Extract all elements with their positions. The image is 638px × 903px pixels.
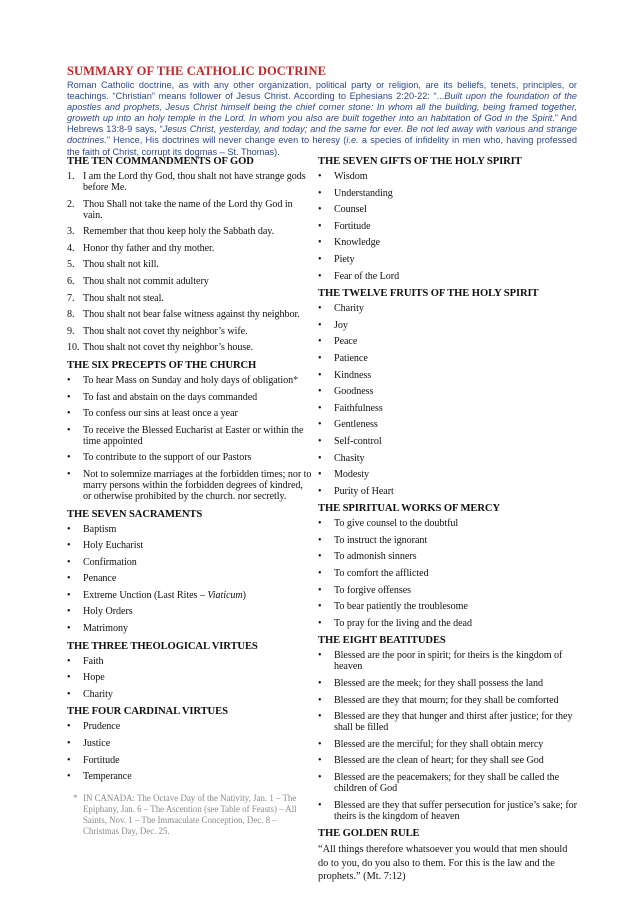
bullet-icon: •	[67, 655, 71, 667]
bullet-icon: •	[67, 606, 71, 618]
item-text: Charity	[83, 688, 113, 700]
fruit-item	[318, 419, 578, 430]
precept-item	[67, 375, 312, 386]
fruit-item	[318, 370, 578, 381]
item-text: Fortitude	[334, 220, 371, 232]
bullet-icon: •	[67, 721, 71, 733]
intro-quote-ephesians: Built upon the foundation of the apostles and prophets, Jesus Christ himself being the chief corner stone: In whom all the building, being framed together, groweth up into an holy temple in the Lord. In whom you also are built together into an habitation of God in the Spirit.	[67, 91, 577, 124]
cardinal-item	[67, 771, 312, 782]
item-text: Wisdom	[334, 171, 368, 182]
bullet-icon: •	[318, 386, 322, 398]
item-number: 6.	[67, 275, 75, 287]
item-text: Baptism	[83, 523, 117, 535]
gift-item	[318, 271, 578, 282]
item-text: Gentleness	[334, 419, 378, 431]
sacrament-item	[67, 606, 312, 617]
item-text: Charity	[334, 303, 364, 315]
item-text: Blessed are the clean of heart; for they shall see God	[334, 755, 544, 767]
mercy-list	[318, 518, 578, 629]
bullet-icon: •	[318, 650, 322, 662]
bullet-icon: •	[318, 755, 322, 767]
bullet-icon: •	[67, 374, 71, 386]
cardinal-item	[67, 721, 312, 732]
item-text: Joy	[334, 319, 348, 331]
footnote-marker: *	[73, 793, 78, 803]
gift-item	[318, 188, 578, 199]
item-text: Thou shalt not commit adultery	[83, 275, 209, 287]
bullet-icon: •	[67, 523, 71, 535]
beatitude-item	[318, 739, 578, 750]
beatitudes-list	[318, 650, 578, 821]
item-text: Blessed are the meek; for they shall possess the land	[334, 678, 543, 690]
left-column	[67, 155, 312, 788]
commandment-item	[67, 342, 312, 353]
bullet-icon: •	[67, 754, 71, 766]
item-text: Blessed are they that mourn; for they shall be comforted	[334, 694, 559, 706]
mercy-item	[318, 551, 578, 562]
gifts-list	[318, 171, 578, 282]
item-text: Understanding	[334, 187, 393, 199]
bullet-icon: •	[318, 336, 322, 348]
bullet-icon: •	[318, 220, 322, 232]
bullet-icon: •	[67, 391, 71, 403]
item-text: Prudence	[83, 721, 121, 733]
bullet-icon: •	[67, 589, 71, 601]
beatitude-item	[318, 711, 578, 733]
item-text: Counsel	[334, 204, 367, 216]
item-number: 5.	[67, 259, 75, 271]
theological-item	[67, 656, 312, 667]
beatitudes-heading: THE EIGHT BEATITUDES	[318, 635, 446, 647]
bullet-icon: •	[67, 738, 71, 750]
intro-ie: i.e.	[346, 135, 359, 146]
bullet-icon: •	[67, 771, 71, 783]
bullet-icon: •	[318, 270, 322, 282]
bullet-icon: •	[318, 469, 322, 481]
bullet-icon: •	[318, 303, 322, 315]
gift-item	[318, 171, 578, 182]
commandment-item	[67, 326, 312, 337]
bullet-icon: •	[318, 601, 322, 613]
commandment-item	[67, 226, 312, 237]
commandment-item	[67, 309, 312, 320]
item-text: Knowledge	[334, 237, 381, 249]
item-text: Purity of Heart	[334, 485, 394, 497]
gifts-heading: THE SEVEN GIFTS OF THE HOLY SPIRIT	[318, 156, 522, 167]
precept-item	[67, 452, 312, 463]
item-text: Remember that thou keep holy the Sabbath day.	[83, 226, 275, 238]
item-text: Penance	[83, 573, 117, 585]
item-text: Holy Orders	[83, 606, 133, 618]
bullet-icon: •	[318, 568, 322, 580]
sacrament-item	[67, 524, 312, 535]
bullet-icon: •	[318, 435, 322, 447]
item-text: Blessed are the merciful; for they shall obtain mercy	[334, 738, 544, 750]
item-text: Piety	[334, 253, 355, 265]
item-text: Chasity	[334, 452, 365, 464]
item-text: Justice	[83, 738, 111, 750]
item-text: Holy Eucharist	[83, 540, 144, 552]
cardinal-item	[67, 755, 312, 766]
item-text: To instruct the ignorant	[334, 534, 428, 546]
item-text: Matrimony	[83, 623, 128, 635]
item-text-start: Extreme Unction (Last Rites –	[83, 589, 208, 601]
item-number: 2.	[67, 198, 75, 210]
bullet-icon: •	[67, 452, 71, 464]
intro-text-1: Roman Catholic doctrine, as with any other organization, political party or religion, are its beliefs, tenets, principles, or teachings. “Christian” means follower of Jesus Christ. According to Ephesians 2:20-22: “...	[67, 80, 577, 102]
page-title: SUMMARY OF THE CATHOLIC DOCTRINE	[67, 64, 327, 78]
commandments-heading: THE TEN COMMANDMENTS OF GOD	[67, 156, 254, 167]
item-text: Modesty	[334, 469, 369, 481]
fruits-list	[318, 303, 578, 497]
item-text: Goodness	[334, 386, 374, 398]
bullet-icon: •	[67, 573, 71, 585]
cardinal-item	[67, 738, 312, 749]
mercy-item	[318, 601, 578, 612]
bullet-icon: •	[67, 672, 71, 684]
commandment-item	[67, 243, 312, 254]
beatitude-item	[318, 755, 578, 766]
commandment-item	[67, 293, 312, 304]
bullet-icon: •	[318, 617, 322, 629]
item-text: To comfort the afflicted	[334, 568, 429, 580]
intro-quote-hebrews: Jesus Christ, yesterday, and today; and the same for ever. Be not led away with various and strange doctrines.	[67, 124, 577, 146]
fruit-item	[318, 453, 578, 464]
bullet-icon: •	[67, 623, 71, 635]
item-number: 10.	[67, 342, 80, 354]
item-text: Honor thy father and thy mother.	[83, 242, 215, 254]
bullet-icon: •	[318, 584, 322, 596]
bullet-icon: •	[318, 534, 322, 546]
item-number: 7.	[67, 292, 75, 304]
item-text: To confess our sins at least once a year	[83, 408, 238, 420]
mercy-heading: THE SPIRITUAL WORKS OF MERCY	[318, 503, 501, 515]
commandment-item	[67, 199, 312, 221]
precept-item	[67, 392, 312, 403]
beatitude-item	[318, 678, 578, 689]
item-number: 3.	[67, 226, 75, 238]
golden-rule-heading: THE GOLDEN RULE	[318, 828, 420, 840]
fruit-item	[318, 303, 578, 314]
item-text: Thou shalt not steal.	[83, 292, 164, 304]
bullet-icon: •	[318, 678, 322, 690]
bullet-icon: •	[318, 551, 322, 563]
footnote-text: IN CANADA: The Octave Day of the Nativity, Jan. 1 – The Epiphany, Jan. 6 – The Ascention (see Table of Feasts) – All Saints, Nov. 1 – The Immaculate Conception, Dec. 8 – Christmas Day, Dec. 25.	[83, 793, 297, 836]
precepts-list	[67, 375, 312, 502]
fruit-item	[318, 353, 578, 364]
precepts-heading: THE SIX PRECEPTS OF THE CHURCH	[67, 359, 257, 371]
item-text: Thou shalt not covet thy neighbor’s house.	[83, 342, 254, 354]
beatitude-item	[318, 772, 578, 794]
bullet-icon: •	[318, 738, 322, 750]
bullet-icon: •	[318, 171, 322, 182]
item-text: To receive the Blessed Eucharist at Easter or within the time appointed	[83, 424, 304, 447]
commandment-item	[67, 171, 312, 193]
commandment-item	[67, 259, 312, 270]
mercy-item	[318, 518, 578, 529]
gift-item	[318, 237, 578, 248]
commandments-list	[67, 171, 312, 353]
bullet-icon: •	[318, 485, 322, 497]
mercy-item	[318, 535, 578, 546]
precept-item	[67, 469, 312, 502]
bullet-icon: •	[67, 424, 71, 436]
item-text: Not to solemnize marriages at the forbidden times; nor to marry persons within the forbidden degrees of kindred, or otherwise prohibited by the church. nor secretly.	[83, 468, 312, 502]
beatitude-item	[318, 695, 578, 706]
item-text: Thou shalt not bear false witness against thy neighbor.	[83, 309, 300, 321]
item-text: Thou shalt not kill.	[83, 259, 159, 271]
golden-rule-text: “All things therefore whatsoever you would that men should do to you, do you also to them. For this is the law and the prophets.” (Mt. 7:12)	[318, 844, 568, 883]
sacraments-heading: THE SEVEN SACRAMENTS	[67, 508, 203, 520]
mercy-item	[318, 585, 578, 596]
fruit-item	[318, 403, 578, 414]
item-text: To fast and abstain on the days commanded	[83, 391, 258, 403]
theological-item	[67, 689, 312, 700]
item-text: Faithfulness	[334, 402, 383, 414]
sacrament-item	[67, 623, 312, 634]
fruit-item	[318, 486, 578, 497]
sacrament-item	[67, 557, 312, 568]
item-number: 8.	[67, 309, 75, 321]
sacraments-list	[67, 524, 312, 635]
item-text: Confirmation	[83, 556, 137, 568]
gift-item	[318, 204, 578, 215]
item-text: Self-control	[334, 435, 382, 447]
item-text: To hear Mass on Sunday and holy days of obligation	[83, 374, 294, 386]
item-text: Thou Shall not take the name of the Lord thy God in vain.	[83, 198, 293, 221]
mercy-item	[318, 618, 578, 629]
item-text: Fear of the Lord	[334, 270, 400, 282]
item-text: I am the Lord thy God, thou shalt not have strange gods before Me.	[83, 171, 306, 193]
intro-text-2: ” And Hebrews 13:8-9 says, “	[67, 113, 578, 135]
fruits-heading: THE TWELVE FRUITS OF THE HOLY SPIRIT	[318, 288, 539, 300]
right-column	[318, 155, 578, 884]
cardinal-list	[67, 721, 312, 782]
bullet-icon: •	[318, 187, 322, 199]
bullet-icon: •	[67, 556, 71, 568]
item-text: To forgive offenses	[334, 584, 412, 596]
bullet-icon: •	[67, 540, 71, 552]
precept-item	[67, 408, 312, 419]
bullet-icon: •	[318, 772, 322, 783]
theological-item	[67, 672, 312, 683]
item-text: Patience	[334, 352, 368, 364]
item-text: Hope	[83, 672, 105, 684]
bullet-icon: •	[318, 419, 322, 431]
item-text: Peace	[334, 336, 358, 348]
footnote-marker: *	[293, 374, 299, 386]
fruit-item	[318, 320, 578, 331]
item-number: 4.	[67, 242, 75, 254]
item-text: Temperance	[83, 771, 132, 783]
fruit-item	[318, 469, 578, 480]
item-text: Blessed are the peacemakers; for they shall be called the children of God	[334, 772, 559, 794]
sacrament-item	[67, 573, 312, 584]
theological-list	[67, 656, 312, 700]
sacrament-item	[67, 590, 312, 601]
intro-text-3: ” Hence, His doctrines will never change even to heresy (	[106, 135, 347, 146]
item-text: Blessed are they that hunger and thirst after justice; for they shall be filled	[334, 711, 573, 734]
bullet-icon: •	[318, 253, 322, 265]
gift-item	[318, 254, 578, 265]
theological-heading: THE THREE THEOLOGICAL VIRTUES	[67, 640, 258, 652]
item-text: To admonish sinners	[334, 551, 417, 563]
bullet-icon: •	[318, 799, 322, 811]
item-text: Blessed are the poor in spirit; for theirs is the kingdom of heaven	[334, 650, 563, 673]
bullet-icon: •	[318, 402, 322, 414]
fruit-item	[318, 436, 578, 447]
bullet-icon: •	[318, 352, 322, 364]
bullet-icon: •	[67, 408, 71, 420]
bullet-icon: •	[318, 369, 322, 381]
bullet-icon: •	[318, 204, 322, 216]
intro-text-4: a species of infidelity in men who, having professed the faith of Christ, corrupt its dogmas – St. Thomas).	[67, 135, 577, 157]
beatitude-item	[318, 800, 578, 822]
item-text: Thou shalt not covet thy neighbor’s wife.	[83, 325, 248, 337]
item-text-italic: Viaticum	[207, 589, 243, 601]
bullet-icon: •	[318, 319, 322, 331]
fruit-item	[318, 386, 578, 397]
item-number: 9.	[67, 325, 75, 337]
item-text: To contribute to the support of our Pastors	[83, 452, 252, 464]
item-text: To bear patiently the troublesome	[334, 601, 468, 613]
sacrament-item	[67, 540, 312, 551]
item-text: Kindness	[334, 369, 372, 381]
item-text: Fortitude	[83, 754, 120, 766]
mercy-item	[318, 568, 578, 579]
commandment-item	[67, 276, 312, 287]
item-text	[83, 590, 246, 601]
item-number: 1.	[67, 171, 75, 182]
bullet-icon: •	[318, 237, 322, 249]
fruit-item	[318, 336, 578, 347]
bullet-icon: •	[67, 468, 71, 480]
cardinal-heading: THE FOUR CARDINAL VIRTUES	[67, 706, 228, 718]
bullet-icon: •	[318, 711, 322, 723]
intro-paragraph	[67, 80, 577, 158]
beatitude-item	[318, 650, 578, 672]
bullet-icon: •	[318, 694, 322, 706]
gift-item	[318, 221, 578, 232]
bullet-icon: •	[318, 452, 322, 464]
item-text: To pray for the living and the dead	[334, 617, 472, 629]
footnote	[67, 793, 305, 837]
item-text: Faith	[83, 655, 104, 667]
precept-item	[67, 425, 312, 447]
bullet-icon: •	[67, 688, 71, 700]
item-text-end: )	[242, 589, 246, 601]
item-text: Blessed are they that suffer persecution for justice’s sake; for theirs is the kingdom of heaven	[334, 799, 577, 822]
bullet-icon: •	[318, 518, 322, 530]
item-text: To give counsel to the doubtful	[334, 518, 459, 530]
